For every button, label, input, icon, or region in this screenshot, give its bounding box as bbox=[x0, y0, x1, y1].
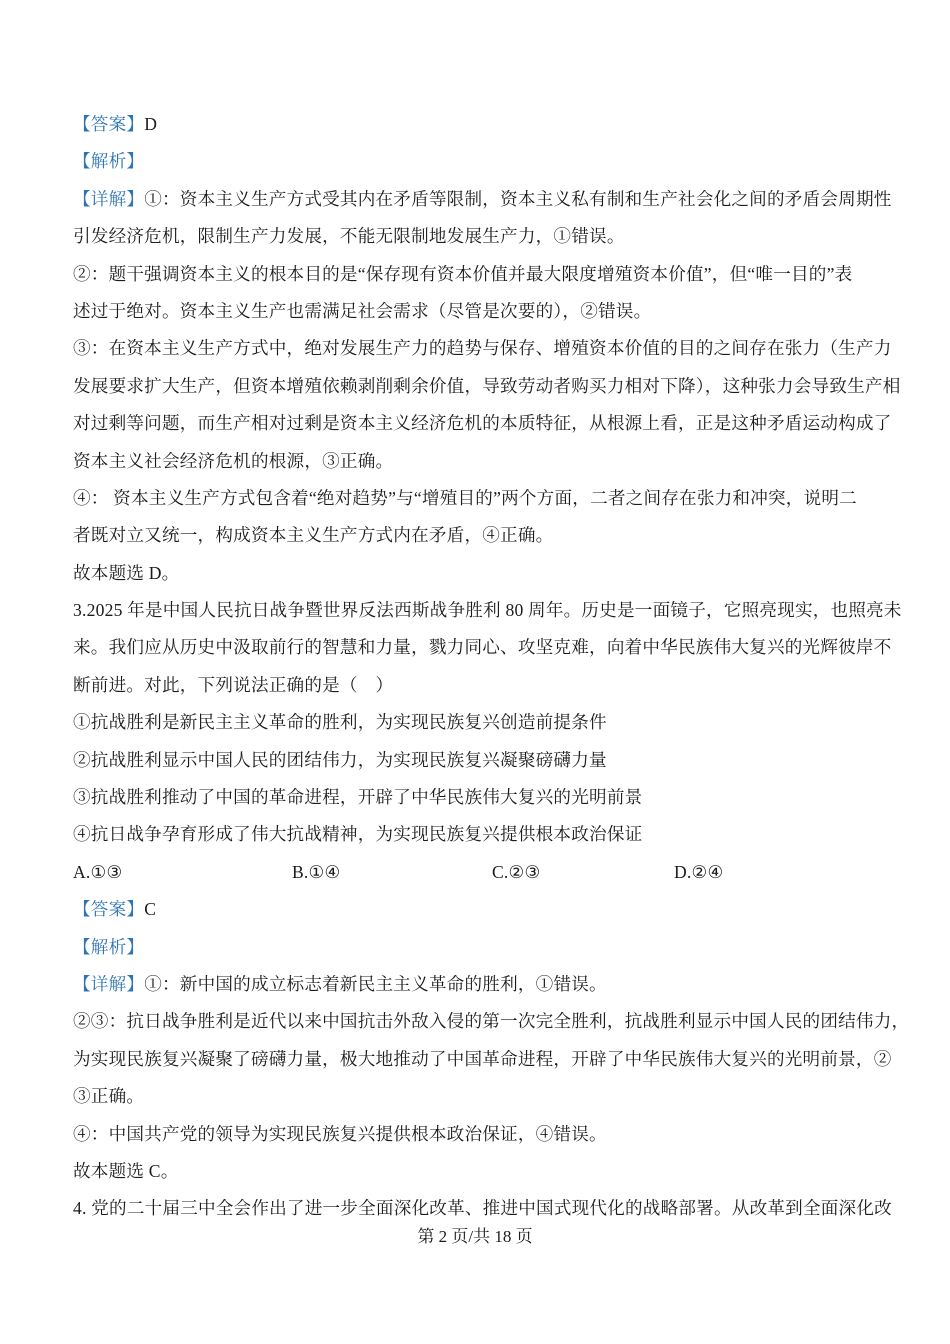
line-text: 引发经济危机，限制生产力发展，不能无限制地发展生产力，①错误。 bbox=[73, 226, 625, 247]
document-body bbox=[73, 106, 910, 1228]
line-text: ④： 资本主义生产方式包含着“绝对趋势”与“增殖目的”两个方面，二者之间存在张力和冲突，说明二 bbox=[73, 487, 857, 508]
body-line bbox=[73, 629, 893, 666]
option-C: C.②③ bbox=[492, 861, 541, 882]
line-text: 述过于绝对。资本主义生产也需满足社会需求（尽管是次要的），②错误。 bbox=[73, 300, 652, 321]
option-B: B.①④ bbox=[292, 861, 341, 882]
analysis-line-label: 【解析】 bbox=[73, 936, 145, 957]
line-text: ②抗战胜利显示中国人民的团结伟力，为实现民族复兴凝聚磅礴力量 bbox=[73, 749, 607, 770]
statement-line bbox=[73, 742, 893, 779]
conclusion-line bbox=[73, 1153, 893, 1190]
answer-line bbox=[73, 106, 893, 143]
analysis-line bbox=[73, 929, 893, 966]
analysis-line-label: 【解析】 bbox=[73, 151, 145, 172]
statement-line bbox=[73, 816, 893, 853]
line-text: 发展要求扩大生产，但资本增殖依赖剥削剩余价值，导致劳动者购买力相对下降），这种张力会导致生产相 bbox=[73, 375, 901, 396]
body-line bbox=[73, 1116, 893, 1153]
detail-line bbox=[73, 966, 893, 1003]
body-line bbox=[73, 218, 893, 255]
line-text: 故本题选 C。 bbox=[73, 1160, 179, 1181]
line-text: ③：在资本主义生产方式中，绝对发展生产力的趋势与保存、增殖资本价值的目的之间存在张力（生产力 bbox=[73, 338, 892, 359]
line-text: ①抗战胜利是新民主主义革命的胜利，为实现民族复兴创造前提条件 bbox=[73, 712, 607, 733]
line-text: 资本主义社会经济危机的根源，③正确。 bbox=[73, 450, 394, 471]
detail-line bbox=[73, 181, 893, 218]
page-footer: 第 2 页/共 18 页 bbox=[417, 1227, 533, 1246]
conclusion-line bbox=[73, 555, 893, 592]
line-text: ①：新中国的成立标志着新民主主义革命的胜利，①错误。 bbox=[144, 973, 607, 994]
option-D: D.②④ bbox=[674, 861, 724, 882]
line-text: ③抗战胜利推动了中国的革命进程，开辟了中华民族伟大复兴的光明前景 bbox=[73, 787, 643, 808]
line-text: ④：中国共产党的领导为实现民族复兴提供根本政治保证，④错误。 bbox=[73, 1123, 607, 1144]
body-line bbox=[73, 443, 893, 480]
options-row bbox=[73, 854, 893, 891]
line-text: 者既对立又统一，构成资本主义生产方式内在矛盾，④正确。 bbox=[73, 525, 554, 546]
statement-line bbox=[73, 779, 893, 816]
line-text: 故本题选 D。 bbox=[73, 562, 180, 583]
answer-line bbox=[73, 891, 893, 928]
line-text: D bbox=[144, 114, 158, 134]
body-line bbox=[73, 1003, 910, 1040]
line-text: ③正确。 bbox=[73, 1086, 145, 1107]
statement-line bbox=[73, 704, 893, 741]
line-text: 对过剩等问题，而生产相对过剩是资本主义经济危机的本质特征，从根源上看，正是这种矛盾运动构成了 bbox=[73, 413, 892, 434]
body-line bbox=[73, 405, 893, 442]
body-line bbox=[73, 480, 893, 517]
answer-line-label: 【答案】 bbox=[73, 899, 145, 920]
analysis-line bbox=[73, 143, 893, 180]
line-text: 3.2025 年是中国人民抗日战争暨世界反法西斯战争胜利 80 周年。历史是一面镜子，它照亮现实，也照亮未 bbox=[73, 600, 902, 621]
body-line bbox=[73, 667, 893, 704]
line-text: 来。我们应从历史中汲取前行的智慧和力量，戮力同心、攻坚克难，向着中华民族伟大复兴的光辉彼岸不 bbox=[73, 637, 892, 658]
detail-line-label: 【详解】 bbox=[73, 973, 145, 994]
question-line bbox=[73, 592, 902, 629]
line-text: ④抗日战争孕育形成了伟大抗战精神，为实现民族复兴提供根本政治保证 bbox=[73, 824, 643, 845]
line-text: ①：资本主义生产方式受其内在矛盾等限制，资本主义私有制和生产社会化之间的矛盾会周期性 bbox=[144, 188, 892, 209]
body-line bbox=[73, 293, 893, 330]
line-text: ②：题干强调资本主义的根本目的是“保存现有资本价值并最大限度增殖资本价值”，但“唯一目的”表 bbox=[73, 263, 853, 284]
line-text: 为实现民族复兴凝聚了磅礴力量，极大地推动了中国革命进程，开辟了中华民族伟大复兴的光明前景，② bbox=[73, 1048, 892, 1069]
body-line bbox=[73, 517, 893, 554]
answer-line-label: 【答案】 bbox=[73, 114, 145, 134]
body-line bbox=[73, 1041, 893, 1078]
line-text: ②③：抗日战争胜利是近代以来中国抗击外敌入侵的第一次完全胜利，抗战胜利显示中国人民的团结伟力， bbox=[73, 1011, 910, 1032]
body-line bbox=[73, 330, 893, 367]
body-line bbox=[73, 368, 901, 405]
option-A: A.①③ bbox=[73, 861, 123, 882]
line-text: C bbox=[144, 899, 157, 920]
line-text: 断前进。对此，下列说法正确的是（ ） bbox=[73, 674, 394, 695]
body-line bbox=[73, 1078, 893, 1115]
body-line bbox=[73, 256, 893, 293]
detail-line-label: 【详解】 bbox=[73, 188, 145, 209]
line-text: 4. 党的二十届三中全会作出了进一步全面深化改革、推进中国式现代化的战略部署。从改革到全面深化改 bbox=[73, 1198, 892, 1219]
